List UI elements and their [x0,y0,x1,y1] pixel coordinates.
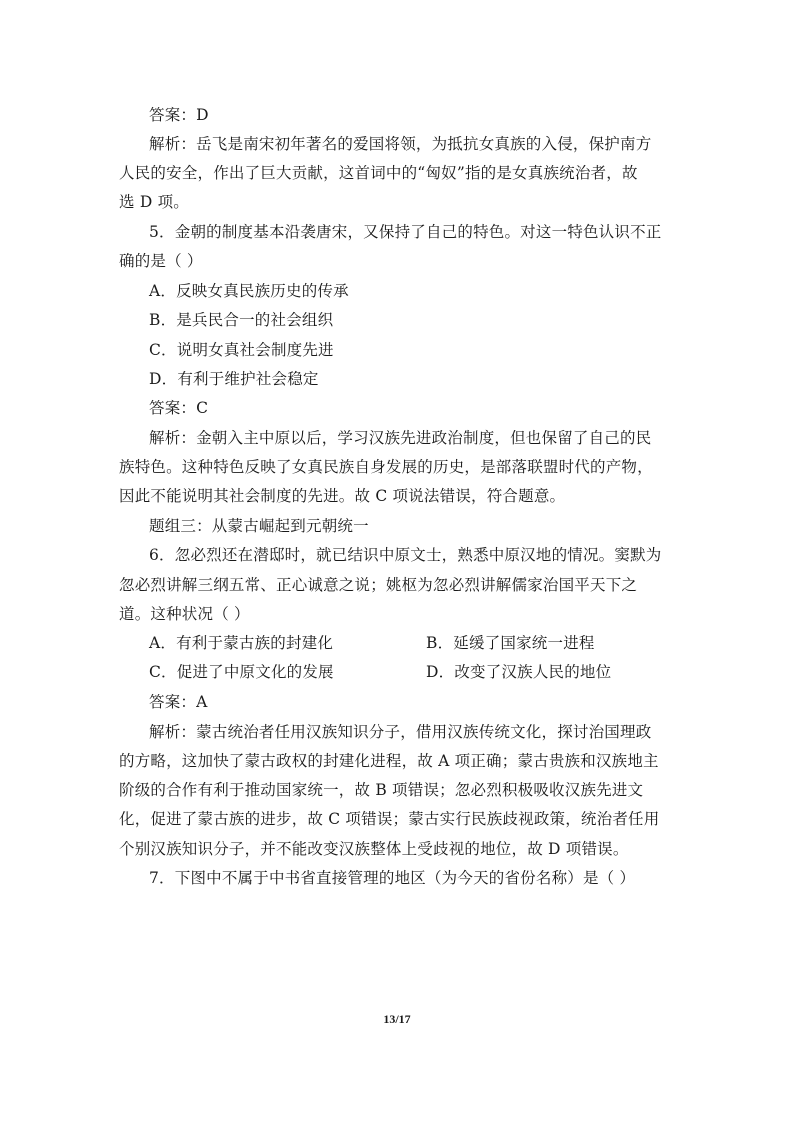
q6-analysis-line: 解析：蒙古统治者任用汉族知识分子，借用汉族传统文化，探讨治国理政 [149,723,652,741]
group3-title: 题组三：从蒙古崛起到元朝统一 [149,517,369,535]
q5-analysis-line: 族特色。这种特色反映了女真民族自身发展的历史，是部落联盟时代的产物， [119,458,653,476]
q4-answer: 答案：D [149,106,209,124]
q6-stem-line: 6．忽必烈还在潜邸时，就已结识中原文士，熟悉中原汉地的情况。窦默为 [149,546,662,564]
q5-option-d: D．有利于维护社会稳定 [149,370,319,388]
q5-option-a: A．反映女真民族历史的传承 [149,282,349,300]
q7-stem: 7．下图中不属于中书省直接管理的地区（为今天的省份名称）是（ ） [149,869,636,887]
q4-analysis-line: 选 D 项。 [119,193,189,211]
q5-answer: 答案：C [149,399,209,417]
q5-stem-line: 确的是（ ） [119,252,203,270]
q6-answer: 答案：A [149,693,208,711]
q6-stem-line: 道。这种状况（ ） [119,605,250,623]
q6-analysis-line: 化，促进了蒙古族的进步，故 C 项错误；蒙古实行民族歧视政策，统治者任用 [119,810,660,828]
q5-option-b: B．是兵民合一的社会组织 [149,311,334,329]
q6-option-a: A．有利于蒙古族的封建化 [149,634,334,652]
page-number: 13/17 [383,1012,411,1026]
q6-option-c: C．促进了中原文化的发展 [149,663,334,681]
q5-stem-line: 5．金朝的制度基本沿袭唐宋，又保持了自己的特色。对这一特色认识不正 [149,223,662,241]
q5-analysis-line: 因此不能说明其社会制度的先进。故 C 项说法错误，符合题意。 [119,487,566,505]
q6-option-b: B．延缓了国家统一进程 [426,634,595,652]
q6-stem-line: 忽必烈讲解三纲五常、正心诚意之说；姚枢为忽必烈讲解儒家治国平天下之 [119,576,638,594]
q4-analysis-line: 解析：岳飞是南宋初年著名的爱国将领，为抵抗女真族的入侵，保护南方 [149,135,652,153]
q6-analysis-line: 的方略，这加快了蒙古政权的封建化进程，故 A 项正确；蒙古贵族和汉族地主 [119,752,659,770]
q5-analysis-line: 解析：金朝入主中原以后，学习汉族先进政治制度，但也保留了自己的民 [149,429,652,447]
q6-option-d: D．改变了汉族人民的地位 [426,663,612,681]
q6-analysis-line: 阶级的合作有利于推动国家统一，故 B 项错误；忽必烈积极吸收汉族先进文 [119,781,644,799]
q5-option-c: C．说明女真社会制度先进 [149,341,334,359]
q6-analysis-line: 个别汉族知识分子，并不能改变汉族整体上受歧视的地位，故 D 项错误。 [119,840,629,858]
q4-analysis-line: 人民的安全，作出了巨大贡献，这首词中的“匈奴”指的是女真族统治者，故 [119,164,638,182]
